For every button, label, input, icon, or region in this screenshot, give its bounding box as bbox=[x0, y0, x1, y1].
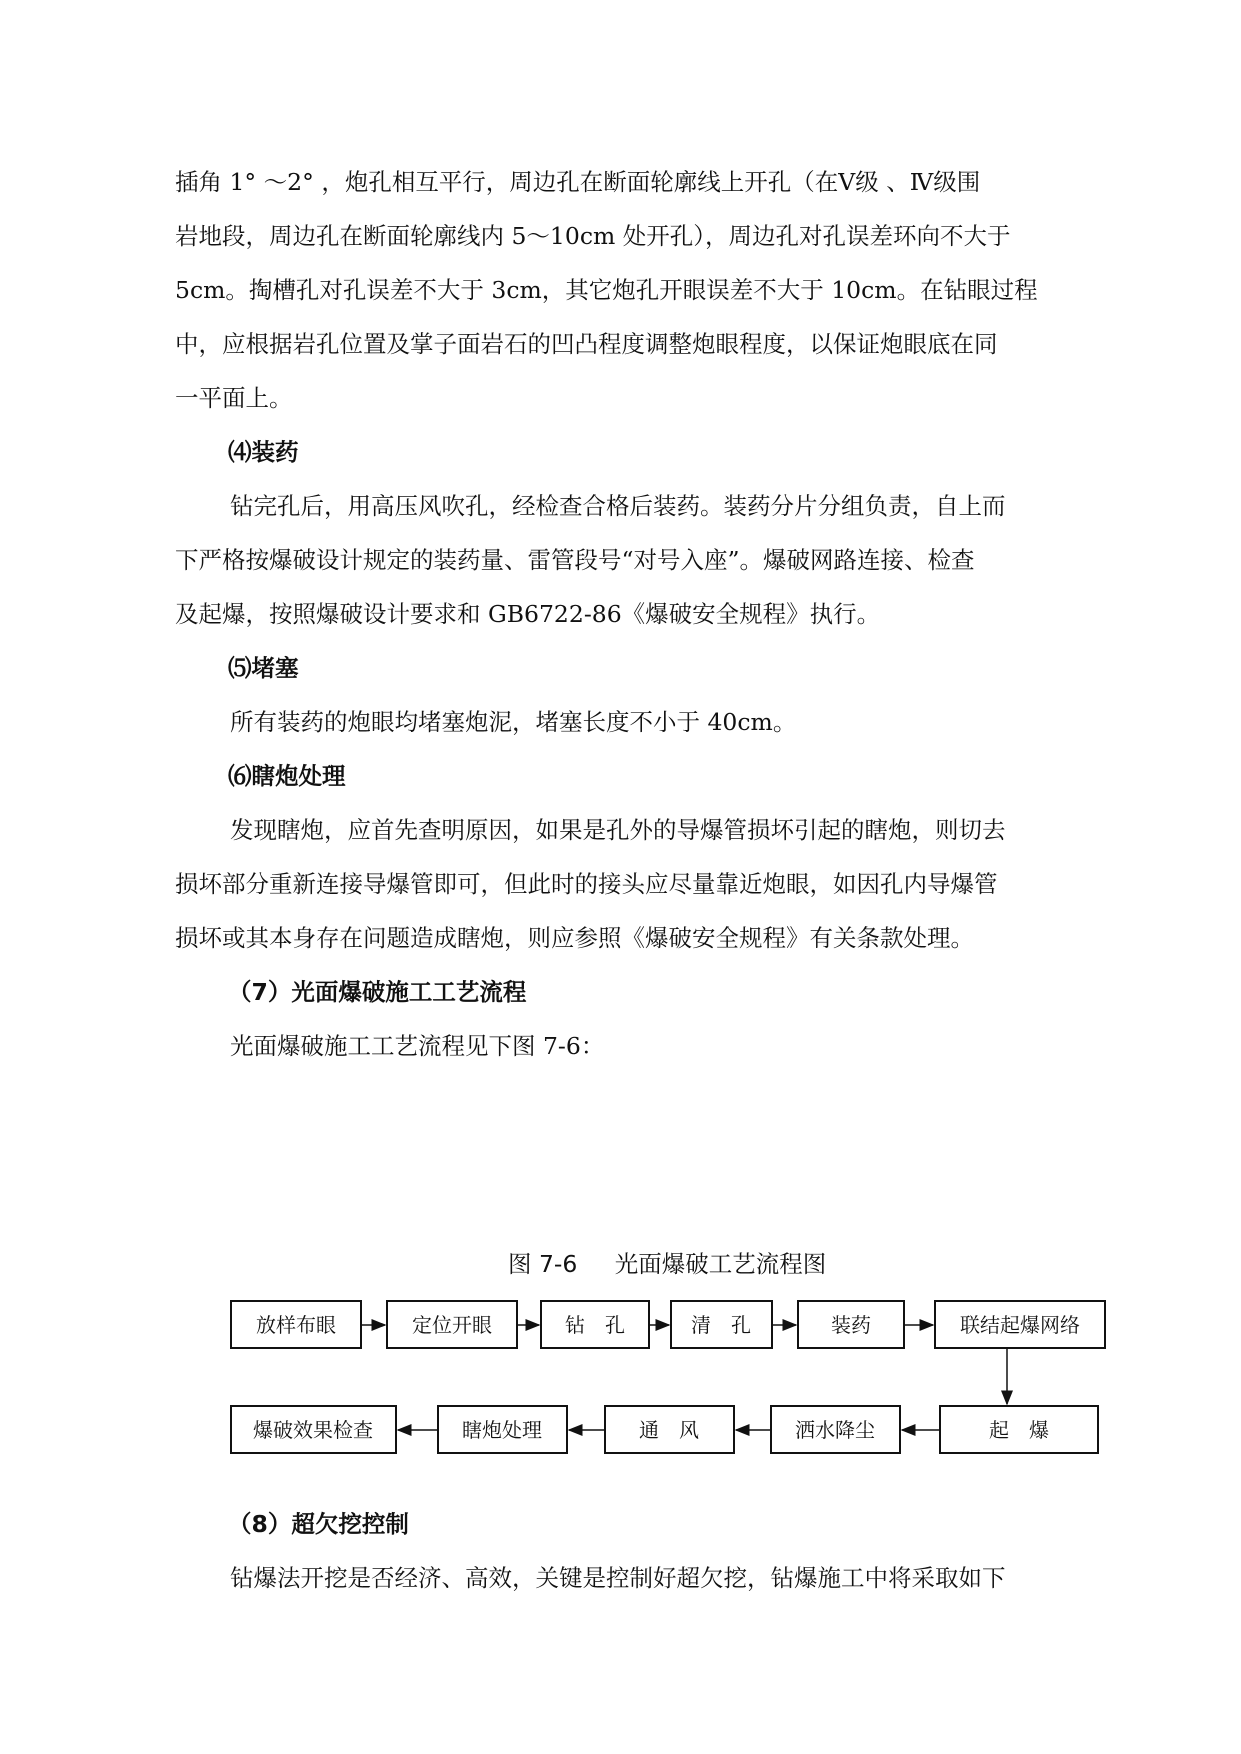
figure-title: 图 7-6 光面爆破工艺流程图 bbox=[508, 1250, 827, 1278]
flow-step-misfire-handling bbox=[438, 1406, 567, 1453]
flow-step-network bbox=[935, 1301, 1105, 1348]
svg-text:放样布眼: 放样布眼 bbox=[256, 1313, 336, 1337]
body-line: 及起爆，按照爆破设计要求和 GB6722-86《爆破安全规程》执行。 bbox=[175, 600, 881, 628]
svg-text:起 爆: 起 爆 bbox=[989, 1418, 1049, 1442]
body-line: 下严格按爆破设计规定的装药量、雷管段号“对号入座”。爆破网路连接、检查 bbox=[175, 546, 975, 574]
section-heading-process: （7）光面爆破施工工艺流程 bbox=[228, 978, 527, 1006]
svg-text:爆破效果检查: 爆破效果检查 bbox=[253, 1418, 373, 1442]
body-line: 钻完孔后，用高压风吹孔，经检查合格后装药。装药分片分组负责，自上而 bbox=[230, 492, 1006, 520]
body-line: 光面爆破施工工艺流程见下图 7-6： bbox=[230, 1032, 605, 1060]
svg-text:联结起爆网络: 联结起爆网络 bbox=[960, 1313, 1080, 1337]
flow-step-layout bbox=[231, 1301, 361, 1348]
flow-step-positioning bbox=[387, 1301, 517, 1348]
flow-step-detonation bbox=[940, 1406, 1098, 1453]
section-heading-overbreak: （8）超欠挖控制 bbox=[228, 1510, 409, 1538]
svg-text:清 孔: 清 孔 bbox=[691, 1313, 751, 1337]
flow-step-dust-suppression bbox=[771, 1406, 900, 1453]
body-line: 所有装药的炮眼均堵塞炮泥，堵塞长度不小于 40cm。 bbox=[230, 708, 797, 736]
svg-text:装药: 装药 bbox=[831, 1313, 871, 1337]
body-line: 损坏或其本身存在问题造成瞎炮，则应参照《爆破安全规程》有关条款处理。 bbox=[175, 924, 974, 952]
section-heading-charging: ⑷装药 bbox=[228, 438, 299, 466]
body-line: 发现瞎炮，应首先查明原因，如果是孔外的导爆管损坏引起的瞎炮，则切去 bbox=[230, 816, 1006, 844]
svg-text:定位开眼: 定位开眼 bbox=[412, 1313, 492, 1337]
body-line: 损坏部分重新连接导爆管即可，但此时的接头应尽量靠近炮眼，如因孔内导爆管 bbox=[175, 870, 998, 898]
section-heading-stemming: ⑸堵塞 bbox=[228, 654, 299, 682]
flow-step-blast-inspection bbox=[231, 1406, 396, 1453]
svg-text:通 风: 通 风 bbox=[639, 1418, 699, 1442]
body-line: 一平面上。 bbox=[175, 384, 293, 412]
body-line: 中，应根据岩孔位置及掌子面岩石的凹凸程度调整炮眼程度，以保证炮眼底在同 bbox=[175, 330, 998, 358]
flow-step-charging bbox=[798, 1301, 904, 1348]
svg-text:钻 孔: 钻 孔 bbox=[565, 1313, 625, 1337]
flow-step-ventilation bbox=[605, 1406, 734, 1453]
body-line: 插角 1° ～2° ，炮孔相互平行，周边孔在断面轮廓线上开孔（在Ⅴ级 、Ⅳ级围 bbox=[175, 168, 981, 196]
body-line: 岩地段，周边孔在断面轮廓线内 5～10cm 处开孔），周边孔对孔误差环向不大于 bbox=[175, 222, 1011, 250]
section-heading-misfire: ⑹瞎炮处理 bbox=[228, 762, 346, 790]
body-line: 钻爆法开挖是否经济、高效，关键是控制好超欠挖，钻爆施工中将采取如下 bbox=[230, 1564, 1006, 1592]
body-line: 5cm。掏槽孔对孔误差不大于 3cm，其它炮孔开眼误差不大于 10cm。在钻眼过程 bbox=[175, 276, 1038, 304]
svg-text:洒水降尘: 洒水降尘 bbox=[795, 1418, 875, 1442]
flow-step-cleaning bbox=[671, 1301, 772, 1348]
flow-step-drilling bbox=[541, 1301, 649, 1348]
svg-text:瞎炮处理: 瞎炮处理 bbox=[462, 1418, 542, 1442]
